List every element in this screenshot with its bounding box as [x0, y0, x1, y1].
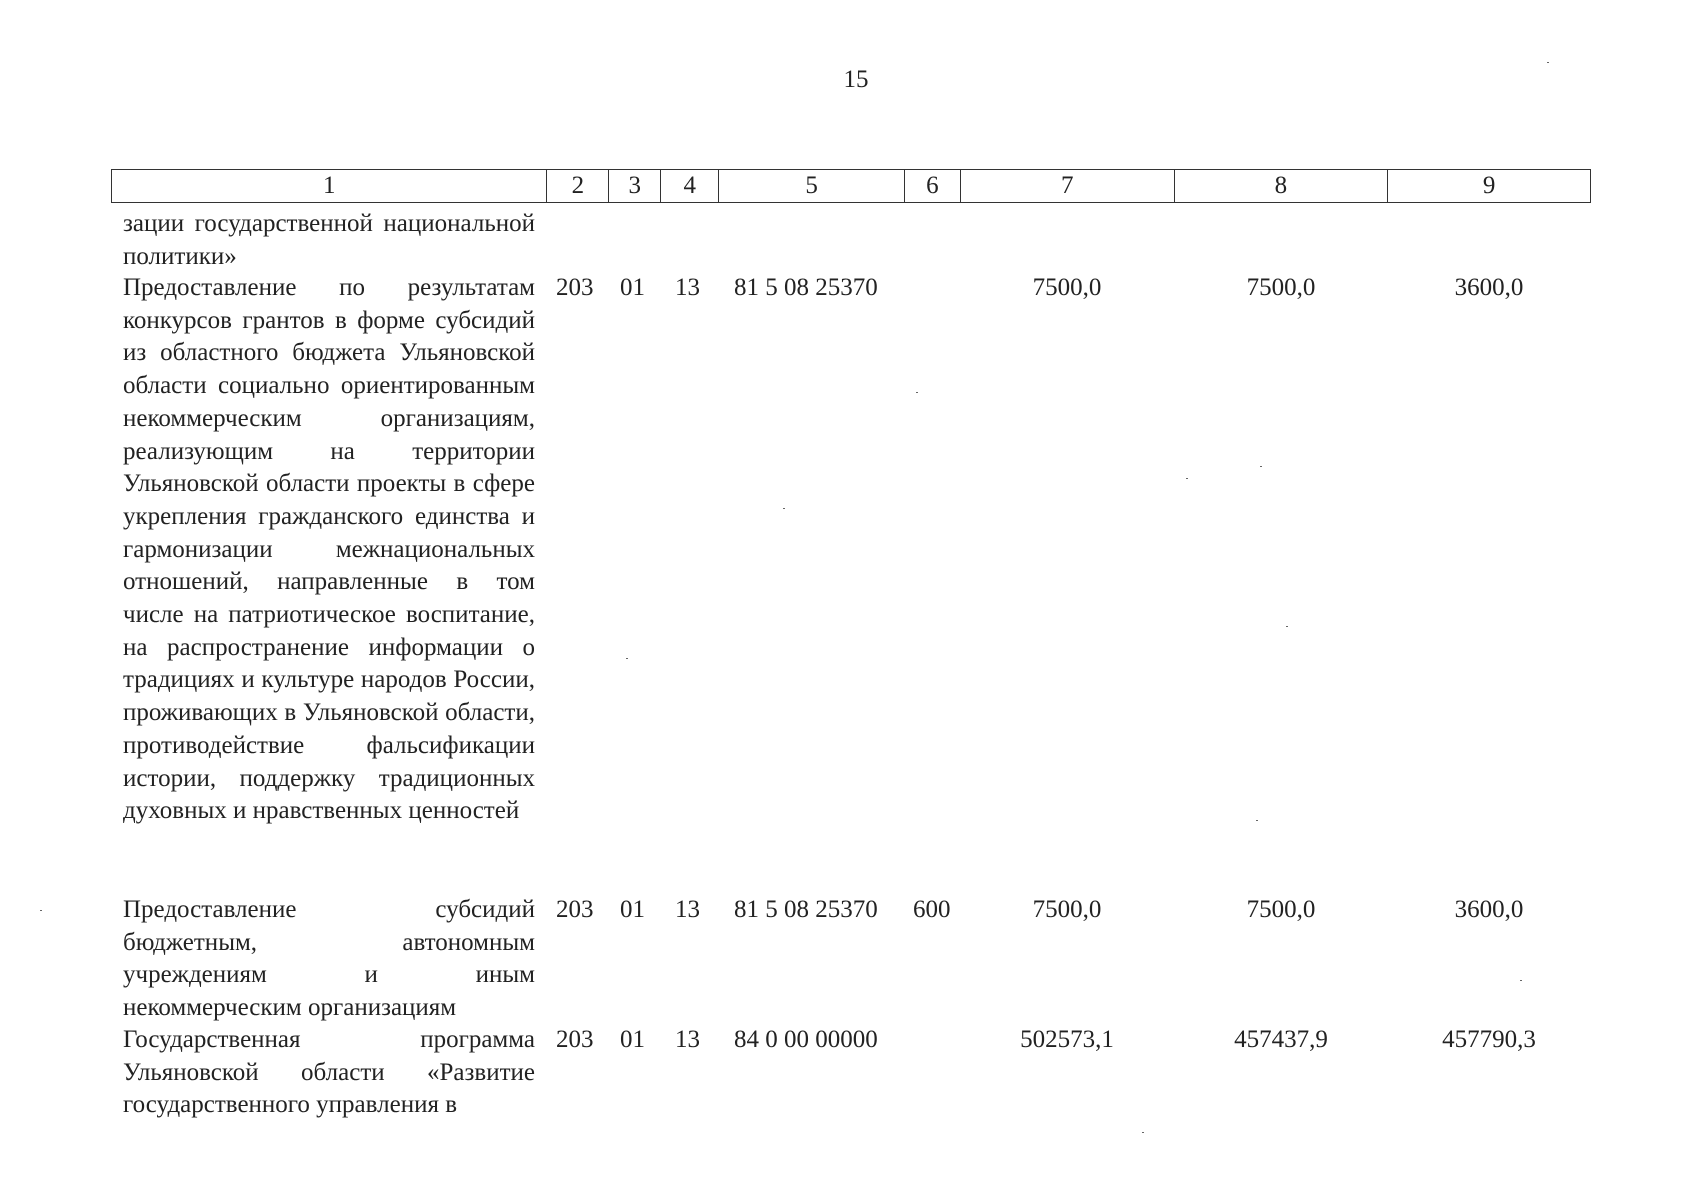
row-description: Государственная программа Ульяновской области «Развитие государственного управления в: [123, 1026, 535, 1119]
header-cell-1: 1: [112, 170, 547, 202]
row-cell-2: 203: [556, 1026, 594, 1053]
header-cell-5: 5: [719, 170, 905, 202]
header-cell-7: 7: [961, 170, 1175, 202]
row-cell-9: 3600,0: [1454, 896, 1524, 923]
row-cell-3: 01: [620, 274, 645, 301]
row-cell-6: 600: [913, 896, 951, 923]
row-cell-5: 81 5 08 25370: [734, 274, 878, 301]
scan-speck: [1520, 980, 1522, 981]
row-cell-7: 7500,0: [1032, 274, 1102, 301]
header-cell-9: 9: [1482, 172, 1496, 199]
row-cell-7: 502573,1: [1020, 1026, 1114, 1053]
header-cell-2: 2: [547, 170, 609, 202]
row-cell-3: 01: [620, 896, 645, 923]
header-cell-8: 8: [1175, 170, 1389, 202]
scan-speck: [783, 508, 785, 509]
row-cell-8: 7500,0: [1246, 896, 1316, 923]
row-description: Предоставление субсидий бюджетным, автономным учреждениям и иным некоммерческим организациям: [123, 896, 535, 1022]
scan-speck: [40, 910, 42, 911]
scan-speck: [1286, 626, 1288, 627]
scan-speck: [1142, 1132, 1144, 1133]
row-cell-4: 13: [675, 274, 700, 301]
row-cell-4: 13: [675, 1026, 700, 1053]
row-cell-2: 203: [556, 274, 594, 301]
continuation-text: зации государственной национальной политики»: [123, 210, 535, 270]
row-cell-9: 457790,3: [1442, 1026, 1536, 1053]
row-cell-9: 3600,0: [1454, 274, 1524, 301]
header-cell-6: 6: [905, 170, 961, 202]
scan-speck: [1260, 466, 1262, 467]
row-cell-3: 01: [620, 1026, 645, 1053]
row-cell-8: 457437,9: [1234, 1026, 1328, 1053]
row-cell-8: 7500,0: [1246, 274, 1316, 301]
row-cell-2: 203: [556, 896, 594, 923]
table-header-row: [111, 169, 1591, 203]
scan-speck: [1186, 478, 1188, 479]
scan-speck: [1256, 820, 1258, 821]
scan-speck: [626, 658, 628, 659]
row-cell-5: 81 5 08 25370: [734, 896, 878, 923]
scan-speck: [1547, 62, 1549, 63]
row-cell-5: 84 0 00 00000: [734, 1026, 878, 1053]
header-cell-3: 3: [609, 170, 661, 202]
row-cell-7: 7500,0: [1032, 896, 1102, 923]
scan-speck: [916, 392, 918, 393]
row-cell-4: 13: [675, 896, 700, 923]
header-cell-4: 4: [661, 170, 719, 202]
row-description: Предоставление по результатам конкурсов грантов в форме субсидий из областного бюджета Ульяновской области социально ориентированным некоммерческим организациям, реализующим на территории Ульяновской области проекты в сфере укрепления гражданского единства и гармонизации межнациональных отношений, направленные в том числе на патриотическое воспитание, на распространение информации о традициях и культуре народов России, проживающих в Ульяновской области, противодействие фальсификации истории, поддержку традиционных духовных и нравственных ценностей: [123, 274, 535, 825]
page-number: 15: [843, 66, 869, 93]
